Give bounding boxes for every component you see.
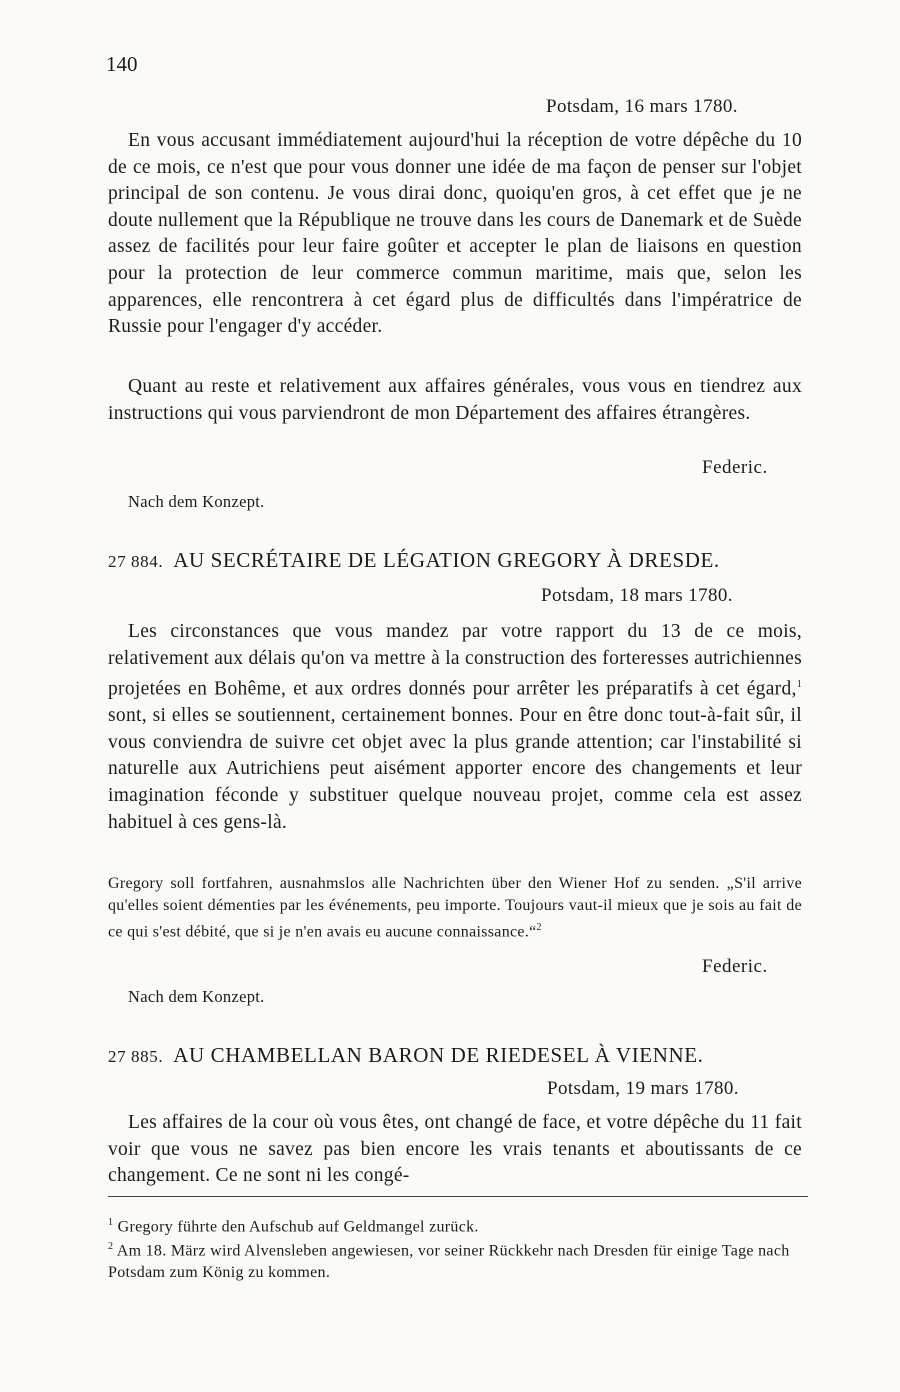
footnote-ref-1: 1 [796, 679, 802, 691]
letter3-paragraph: Les affaires de la cour où vous êtes, ont changé de face, et votre dépêche du 11 fait voir que vous ne savez pas bien encore les vrais tenants et aboutissants de ce changement. Ce ne sont ni les congé- [108, 1112, 802, 1187]
letter2-date: Potsdam, 18 mars 1780. [541, 585, 733, 606]
footnote-1: $^1$ Gregory führte den Aufschub auf Geldmangel zurück. [108, 1217, 479, 1236]
letter3-number: 27 885. [108, 1047, 164, 1066]
letter2-title: AU SECRÉTAIRE DE LÉGATION GREGORY À DRESDE. [173, 548, 720, 572]
letter2-signature: Federic. [702, 956, 768, 977]
footnote-2: $^2$ Am 18. März wird Alvensleben angewiesen, vor seiner Rückkehr nach Dresden für einige Tage nach Potsdam zum König zu kommen. [108, 1241, 790, 1282]
footnote-rule [108, 1196, 808, 1197]
letter1-source: Nach dem Konzept. [128, 492, 265, 511]
letter2-heading [108, 548, 808, 573]
letter2-number: 27 884. [108, 552, 164, 571]
letter3-date: Potsdam, 19 mars 1780. [547, 1078, 739, 1099]
footnote-ref-2: 2 [536, 922, 542, 933]
letter3-title: AU CHAMBELLAN BARON DE RIEDESEL À VIENNE. [173, 1043, 704, 1067]
letter2-source: Nach dem Konzept. [128, 987, 265, 1006]
letter1-signature: Federic. [702, 457, 768, 478]
letter1-paragraph-1: En vous accusant immédiatement aujourd'hui la réception de votre dépêche du 10 de ce mois, ce n'est que pour vous donner une idée de ma façon de penser sur l'objet principal de son contenu. Je vous dirai donc, quoiqu'en gros, à cet effet que je ne doute nullement que la République ne trouve dans les cours de Danemark et de Suède assez de facilités pour leur faire goûter et accepter le plan de liaisons en question pour la protection de leur commerce commun maritime, mais que, selon les apparences, elle rencontrera à cet égard plus de difficultés dans l'impératrice de Russie pour l'engager d'y accéder. [108, 130, 802, 338]
letter2-paragraph: Les circonstances que vous mandez par votre rapport du 13 de ce mois, relativement aux délais qu'on va mettre à la construction des forteresses autrichiennes projetées en Bohême, et aux ordres donnés pour arrêter les préparatifs à cet égard,$^1$ sont, si elles se soutiennent, certainement bonnes. Pour en être donc tout-à-fait sûr, il vous conviendra de suivre cet objet avec la plus grande attention; car l'instabilité si naturelle aux Autrichiens peut aisément apporter encore des changements et leur imagination féconde y substituer quelque nouveau projet, comme cela est assez habituel à ces gens-là. [108, 621, 802, 833]
page-number: 140 [106, 52, 138, 76]
letter2-summary: Gregory soll fortfahren, ausnahmslos alle Nachrichten über den Wiener Hof zu senden. „S'il arrive qu'elles soient démenties par les événements, peu importe. Toujours vaut-il mieux que je sois au fait de ce qui s'est débité, que si je n'en avais eu aucune connaissance.“$^2$ [108, 875, 802, 941]
letter3-heading [108, 1043, 808, 1068]
letter1-paragraph-2: Quant au reste et relativement aux affaires générales, vous vous en tiendrez aux instructions qui vous parviendront de mon Département des affaires étrangères. [108, 376, 802, 424]
letter1-date: Potsdam, 16 mars 1780. [546, 96, 738, 117]
